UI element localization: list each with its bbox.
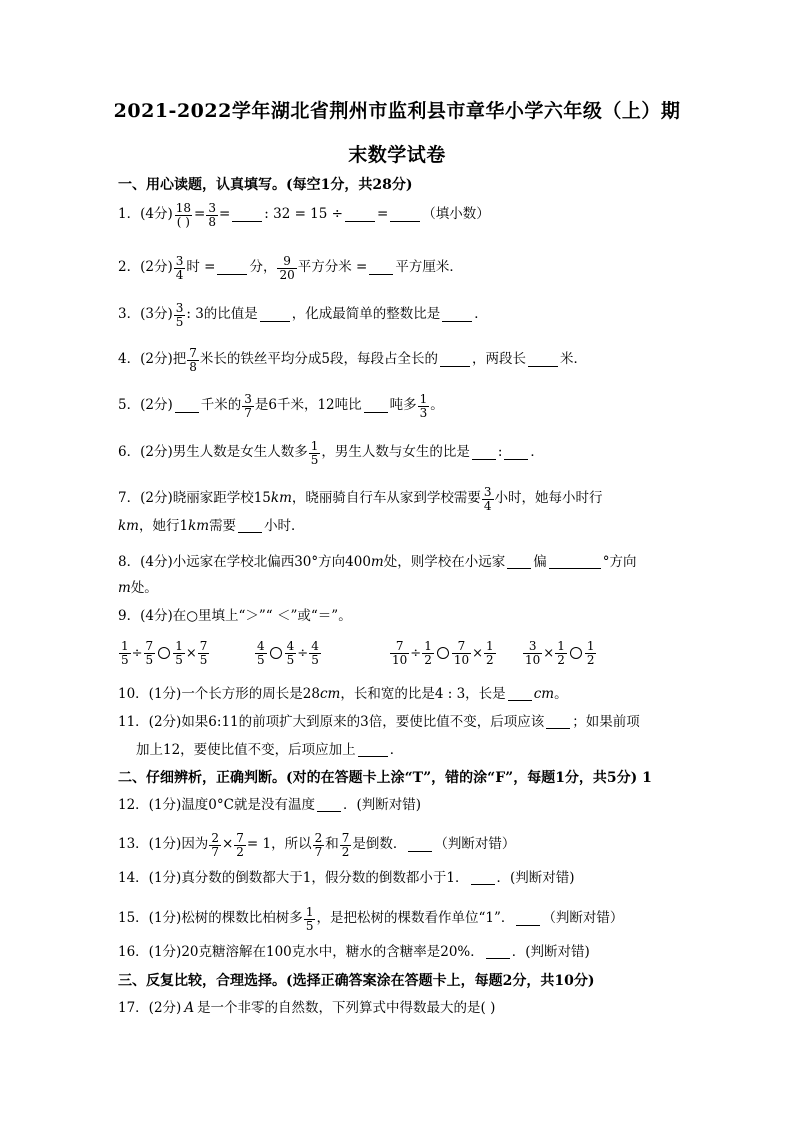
q6-fraction: 1 5	[310, 439, 319, 467]
q8-label: 8．(4分)	[118, 554, 173, 570]
question-3	[118, 302, 488, 328]
question-10	[118, 688, 568, 702]
q5-label: 5．(2分)	[118, 397, 173, 414]
q1-text-4: （填小数）	[422, 206, 490, 223]
q7-fraction: 3 4	[483, 485, 492, 513]
q5-text-1: 千米的	[200, 397, 242, 414]
q11-blank-1[interactable]	[546, 716, 570, 729]
question-6	[118, 440, 544, 466]
q9-comparison-2: 4 5 $\frac{4}{5}$ ÷ $\frac{4}{5}$	[257, 639, 319, 667]
q4-text-0: 把	[172, 351, 187, 368]
question-13: 13．(1分) 因为 $\frac{2}{7}$ × $\frac{7}{2}$ = 1，所以 2 7 和 7 2 是倒数． （判断对错）	[118, 831, 516, 859]
q10-text-2: ，长和宽的比是4 : 3，长是	[340, 686, 506, 702]
q2-text-2: 分，	[249, 259, 277, 276]
q7-text-3: 小时，她每小时行	[494, 490, 603, 507]
q1-fraction-1: 18 ( )	[175, 201, 191, 229]
exam-title-line2: 末数学试卷	[348, 144, 446, 166]
q13-text-2: = 1，所以	[246, 836, 312, 853]
section-2-heading: 二、仔细辨析，正确判断。(对的在答题卡上涂“T”，错的涂“F”，每题1分，共5分) 1	[118, 770, 652, 786]
section-1-heading: 一、用心读题，认真填写。(每空1分，共28分)	[118, 177, 413, 193]
q14-label: 14．(1分)	[118, 870, 182, 886]
q4-text-3: 米．	[559, 351, 587, 368]
q12-label: 12．(1分)	[118, 797, 182, 813]
q9-comparison-3: $\frac{7}{10}$ ÷ $\frac{1}{2}$ $\frac{7}{10}$ × $\frac{1}{2}$	[392, 639, 494, 667]
q6-text-3: :	[497, 444, 503, 461]
q10-unit-2: cm	[533, 686, 555, 702]
q7-unit-1: km	[270, 490, 292, 507]
question-9	[118, 610, 352, 624]
q3-label: 3．(3分)	[118, 306, 173, 323]
q17-label: 17．(2分)	[118, 1000, 182, 1016]
q6-text-2: ，男生人数与女生的比是	[321, 444, 470, 461]
q7-text-1: 晓丽家距学校15	[172, 490, 271, 507]
q10-text-3: 。	[554, 686, 568, 702]
question-2	[118, 255, 463, 281]
q3-text-1: : 3的比值是	[186, 306, 258, 323]
q2-label: 2．(2分)	[118, 259, 173, 276]
question-5	[118, 393, 444, 419]
q5-blank-1[interactable]	[175, 400, 199, 413]
q8-text-4: °方向	[602, 554, 637, 570]
q8-text-1: 小远家在学校北偏西30°方向400	[172, 554, 371, 570]
q4-fraction: 7 8	[189, 346, 197, 374]
q11-text-4: ．	[389, 742, 404, 758]
q16-label: 16．(1分)	[118, 944, 182, 960]
q4-text-1: 米长的铁丝平均分成5段，每段占全长的	[199, 351, 438, 368]
question-12	[118, 799, 421, 813]
question-7	[118, 486, 603, 512]
q15-text-1: 松树的棵数比柏树多	[181, 910, 303, 927]
q6-text-1: 男生人数是女生人数多	[172, 444, 308, 461]
q1-text-2: : 32 = 15 ÷	[264, 206, 343, 223]
q3-text-3: ．	[474, 306, 488, 323]
q2-fraction-1: 3 4	[175, 254, 184, 282]
q13-text-3: 和	[325, 836, 339, 853]
q2-fraction-2: 9 20	[279, 254, 295, 282]
q5-fraction-1: 3 7	[244, 392, 252, 420]
q9-circle-1[interactable]	[158, 647, 170, 659]
q6-blank-1[interactable]	[472, 447, 496, 460]
q12-blank[interactable]	[317, 799, 341, 812]
q3-blank-1[interactable]	[260, 309, 290, 322]
question-11-continued	[136, 744, 403, 758]
q12-text-2: ．(判断对错)	[342, 797, 422, 813]
q10-blank[interactable]	[508, 688, 532, 701]
q10-text-1: 一个长方形的周长是28	[181, 686, 320, 702]
q5-blank-2[interactable]	[364, 400, 388, 413]
q3-blank-2[interactable]	[442, 309, 472, 322]
q8-text-3: 偏	[533, 554, 547, 570]
q8-text-2: 处，则学校在小远家	[383, 554, 506, 570]
q2-blank-1[interactable]	[217, 262, 247, 275]
q8-blank-2[interactable]	[549, 556, 601, 569]
q10-label: 10．(1分)	[118, 686, 182, 702]
q7-unit-2: km	[118, 518, 139, 534]
q1-label: 1．(4分)	[118, 206, 173, 223]
q1-equals: =	[194, 206, 206, 223]
q7-text-5: 需要	[209, 518, 237, 534]
q8-blank-1[interactable]	[507, 556, 531, 569]
section-3-heading: 三、反复比较，合理选择。(选择正确答案涂在答题卡上，每题2分，共10分)	[118, 973, 595, 989]
q7-unit-3: km	[188, 518, 210, 534]
q8-text-5: 处。	[130, 580, 158, 596]
q9-circle-2[interactable]	[270, 647, 282, 659]
q8-unit-2: m	[118, 580, 131, 596]
q4-text-2: ，两段长	[471, 351, 526, 368]
q15-text-3: （判断对错）	[542, 910, 624, 927]
question-8-continued	[118, 582, 158, 596]
q2-text-3: 平方分米 =	[297, 259, 368, 276]
q1-blank-1[interactable]	[232, 209, 262, 222]
q17-text: 是一个非零的自然数，下列算式中得数最大的是( )	[197, 1000, 496, 1016]
question-14	[118, 872, 575, 886]
q13-blank[interactable]	[408, 839, 432, 852]
q6-blank-2[interactable]	[504, 447, 528, 460]
q6-label: 6．(2分)	[118, 444, 173, 461]
q14-blank[interactable]	[471, 872, 495, 885]
q7-text-6: 小时．	[264, 518, 305, 534]
q9-comparison-4: $\frac{3}{10}$ × $\frac{1}{2}$ 1 2	[525, 639, 595, 667]
q13-text-4: 是倒数．	[352, 836, 407, 853]
q11-text-1: 如果6:11的前项扩大到原来的3倍，要使比值不变，后项应该	[181, 714, 545, 730]
q1-blank-3[interactable]	[390, 209, 420, 222]
q5-fraction-2: 1 3	[419, 392, 428, 420]
q1-blank-2[interactable]	[345, 209, 375, 222]
q16-blank[interactable]	[486, 946, 510, 959]
question-1	[118, 202, 490, 228]
question-7-continued	[118, 520, 305, 534]
q16-text-2: ．(判断对错)	[511, 944, 590, 960]
q7-label: 7．(2分)	[118, 490, 173, 507]
q2-text-1: 时 =	[186, 259, 216, 276]
q7-blank[interactable]	[238, 520, 262, 533]
question-15: 15．(1分) 松树的棵数比柏树多 1 5 ，是把松树的棵数看作单位“1”． （判断对错）	[118, 905, 624, 933]
q4-blank-2[interactable]	[528, 354, 558, 367]
q14-text-1: 真分数的倒数都大于1，假分数的倒数都小于1．	[181, 870, 469, 886]
q15-label: 15．(1分)	[118, 910, 182, 927]
q9-circle-4[interactable]	[570, 647, 582, 659]
q7-text-4: ，她行1	[138, 518, 189, 534]
exam-title-line1: 2021-2022学年湖北省荆州市监利县市章华小学六年级（上）期	[113, 100, 681, 122]
q1-text-1: =	[218, 206, 231, 223]
q2-text-4: 平方厘米．	[395, 259, 463, 276]
q3-text-2: ，化成最简单的整数比是	[291, 306, 441, 323]
q2-blank-2[interactable]	[369, 262, 393, 275]
q13-label: 13．(1分)	[118, 836, 182, 853]
q1-text-3: =	[376, 206, 389, 223]
q10-unit-1: cm	[320, 686, 341, 702]
q1-fraction-2: $\frac{3}{8}$	[208, 201, 216, 229]
q8-unit-1: m	[370, 554, 384, 570]
q15-blank[interactable]	[516, 913, 540, 926]
q9-label: 9．(4分)	[118, 608, 173, 624]
q4-label: 4．(2分)	[118, 351, 173, 368]
q15-text-2: ，是把松树的棵数看作单位“1”．	[316, 910, 515, 927]
q17-variable: A	[184, 1000, 195, 1016]
q11-text-3: 加上12，要使比值不变，后项应加上	[136, 742, 356, 758]
question-17	[118, 1002, 495, 1016]
q5-text-2: 是6千米，12吨比	[254, 397, 362, 414]
q11-blank-2[interactable]	[358, 744, 388, 757]
q14-text-2: ．(判断对错)	[496, 870, 575, 886]
q11-label: 11．(2分)	[118, 714, 182, 730]
question-4	[118, 347, 587, 373]
q5-text-3: 吨多	[389, 397, 417, 414]
q6-text-4: ．	[530, 444, 544, 461]
q12-text-1: 温度0°C就是没有温度	[181, 797, 315, 813]
q9-circle-3[interactable]	[437, 647, 449, 659]
q9-text: 在○里填上“＞”“ ＜”或“＝”。	[172, 608, 352, 624]
q3-fraction: 3 5	[175, 301, 184, 329]
q11-text-2: ；如果前项	[572, 714, 640, 730]
question-11	[118, 716, 640, 730]
q16-text-1: 20克糖溶解在100克水中，糖水的含糖率是20%．	[181, 944, 484, 960]
question-8	[118, 556, 636, 570]
q4-blank-1[interactable]	[440, 354, 470, 367]
q13-text-1: 因为	[181, 836, 209, 853]
q7-text-2: ，晓丽骑自行车从家到学校需要	[291, 490, 481, 507]
question-16	[118, 946, 590, 960]
q9-comparison-1: $\frac{1}{5}$ ÷ $\frac{7}{5}$ $\frac{1}{5}$ × $\frac{7}{5}$	[121, 639, 208, 667]
q13-text-5: （判断对错）	[434, 836, 516, 853]
q5-text-4: 。	[430, 397, 444, 414]
